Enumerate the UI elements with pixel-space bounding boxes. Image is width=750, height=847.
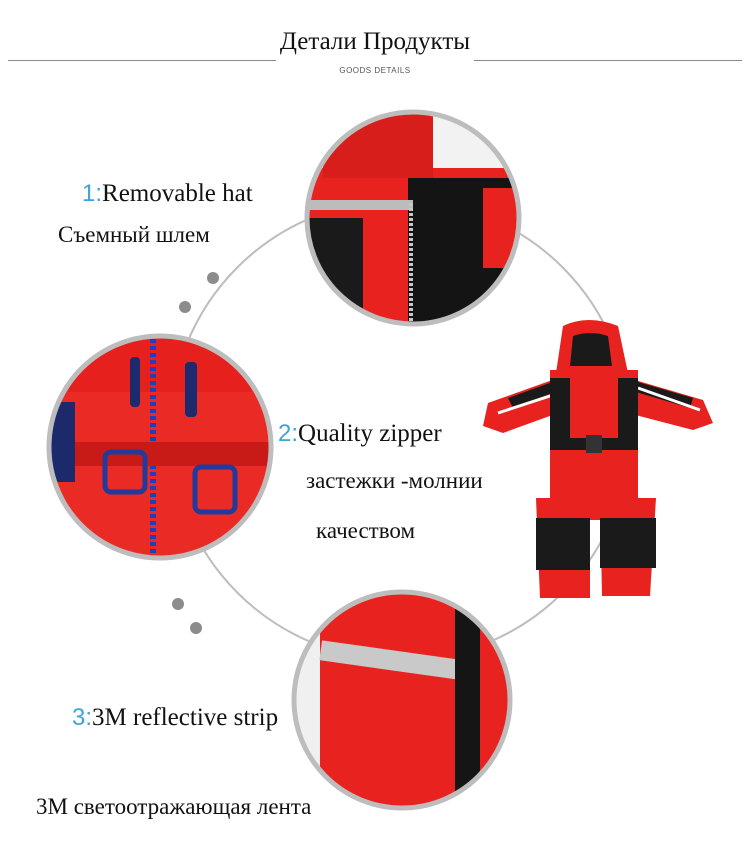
page-subtitle: GOODS DETAILS — [339, 66, 411, 75]
feature-1-title-en: Removable hat — [102, 180, 253, 207]
feature-2-title-ru-line1: застежки -молнии — [306, 468, 483, 493]
feature-2-number: 2: — [278, 420, 299, 447]
feature-2-title-en: Quality zipper — [298, 420, 442, 447]
feature-2-label — [278, 420, 442, 448]
ring-dot — [179, 301, 191, 313]
feature-1-number: 1: — [82, 180, 103, 207]
page-title: Детали Продукты — [279, 28, 471, 55]
reflective-strip-detail-image — [290, 588, 515, 813]
ring-dot — [172, 598, 184, 610]
ring-dot — [190, 622, 202, 634]
feature-3-number: 3: — [72, 704, 93, 731]
feature-1-title-ru: Съемный шлем — [58, 222, 210, 247]
ring-dot — [207, 272, 219, 284]
feature-2-title-ru-line2: качеством — [316, 518, 416, 543]
feature-3-label — [72, 704, 278, 732]
feature-3-title-ru: 3M светоотражающая лента — [36, 794, 312, 819]
snowsuit-product-image — [478, 318, 728, 608]
feature-1-label — [82, 180, 253, 208]
feature-3-title-en: 3M reflective strip — [92, 704, 279, 731]
zipper-detail-image — [45, 332, 275, 562]
hat-detail-image — [303, 108, 523, 328]
